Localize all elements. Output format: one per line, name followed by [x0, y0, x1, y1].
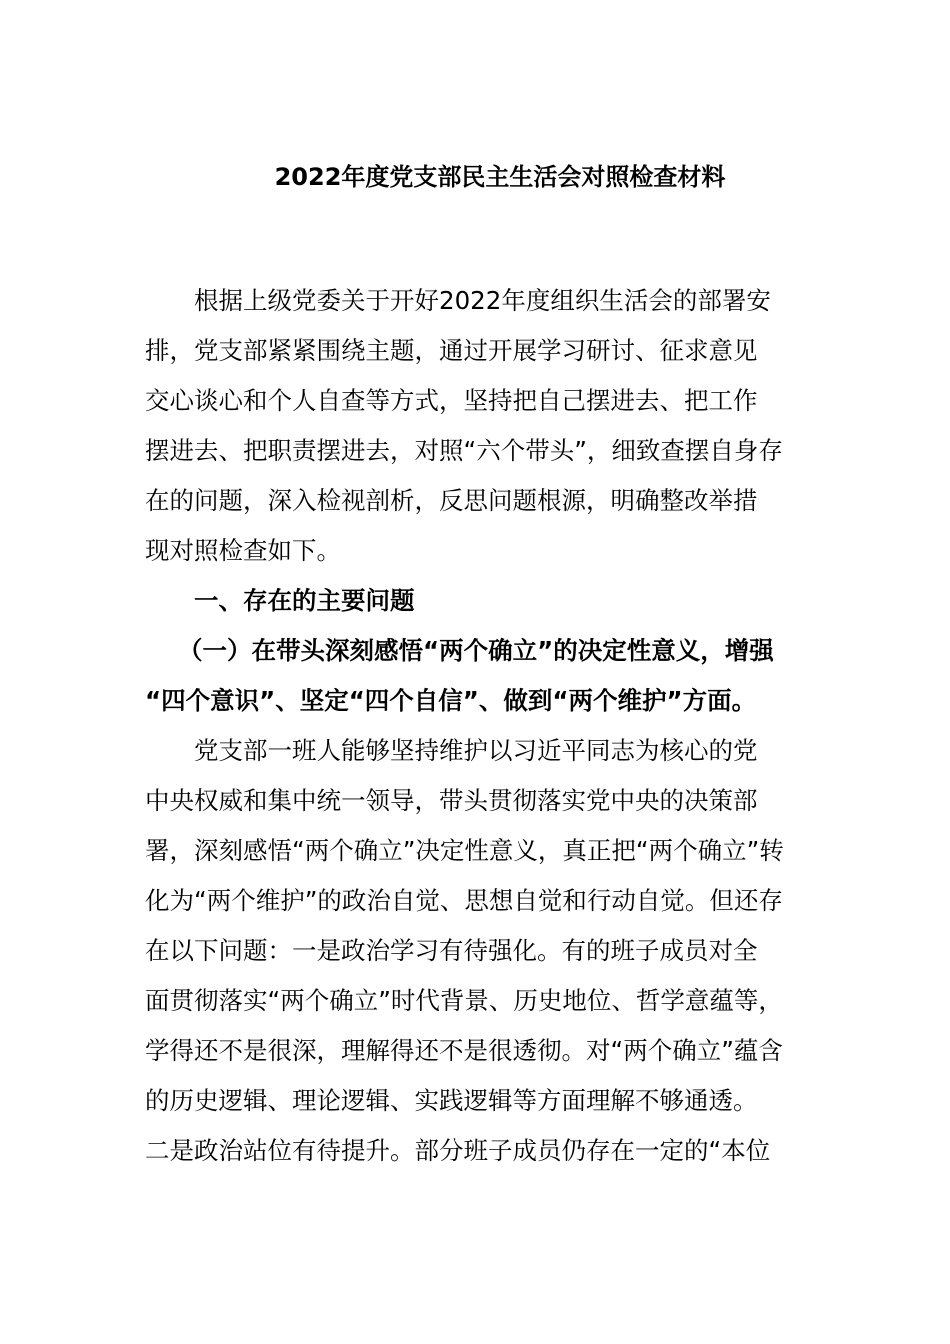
subsection-heading-line: “四个意识”、坚定“四个自信”、做到“两个维护”方面。 [145, 686, 757, 715]
paragraph-line: 二是政治站位有待提升。部分班子成员仍存在一定的“本位 [145, 1136, 771, 1165]
document-title: 2022年度党支部民主生活会对照检查材料 [274, 163, 726, 191]
paragraph-line: 在的问题，深入检视剖析，反思问题根源，明确整改举措 [145, 486, 758, 515]
paragraph-line: 交心谈心和个人自查等方式，坚持把自己摆进去、把工作 [145, 386, 758, 415]
paragraph-line: 署，深刻感悟“两个确立”决定性意义，真正把“两个确立”转 [145, 836, 784, 865]
subsection-heading-line: （一）在带头深刻感悟“两个确立”的决定性意义，增强 [145, 636, 774, 665]
paragraph-line: 化为“两个维护”的政治自觉、思想自觉和行动自觉。但还存 [145, 886, 783, 915]
paragraph-line: 中央权威和集中统一领导，带头贯彻落实党中央的决策部 [145, 786, 758, 815]
paragraph-line: 的历史逻辑、理论逻辑、实践逻辑等方面理解不够通透。 [145, 1086, 758, 1115]
paragraph-line: 排，党支部紧紧围绕主题，通过开展学习研讨、征求意见 [145, 336, 758, 365]
section-heading: 一、存在的主要问题 [145, 586, 415, 615]
paragraph-line: 学得还不是很深，理解得还不是很透彻。对“两个确立”蕴含 [145, 1036, 783, 1065]
paragraph-line: 现对照检查如下。 [145, 536, 341, 565]
paragraph-line: 根据上级党委关于开好2022年度组织生活会的部署安 [145, 286, 771, 315]
paragraph-line: 党支部一班人能够坚持维护以习近平同志为核心的党 [145, 736, 758, 765]
paragraph-line: 面贯彻落实“两个确立”时代背景、历史地位、哲学意蕴等， [145, 986, 783, 1015]
document-title-container [0, 158, 950, 196]
paragraph-line: 在以下问题：一是政治学习有待强化。有的班子成员对全 [145, 936, 758, 965]
paragraph-line: 摆进去、把职责摆进去，对照“六个带头”，细致查摆自身存 [145, 436, 783, 465]
